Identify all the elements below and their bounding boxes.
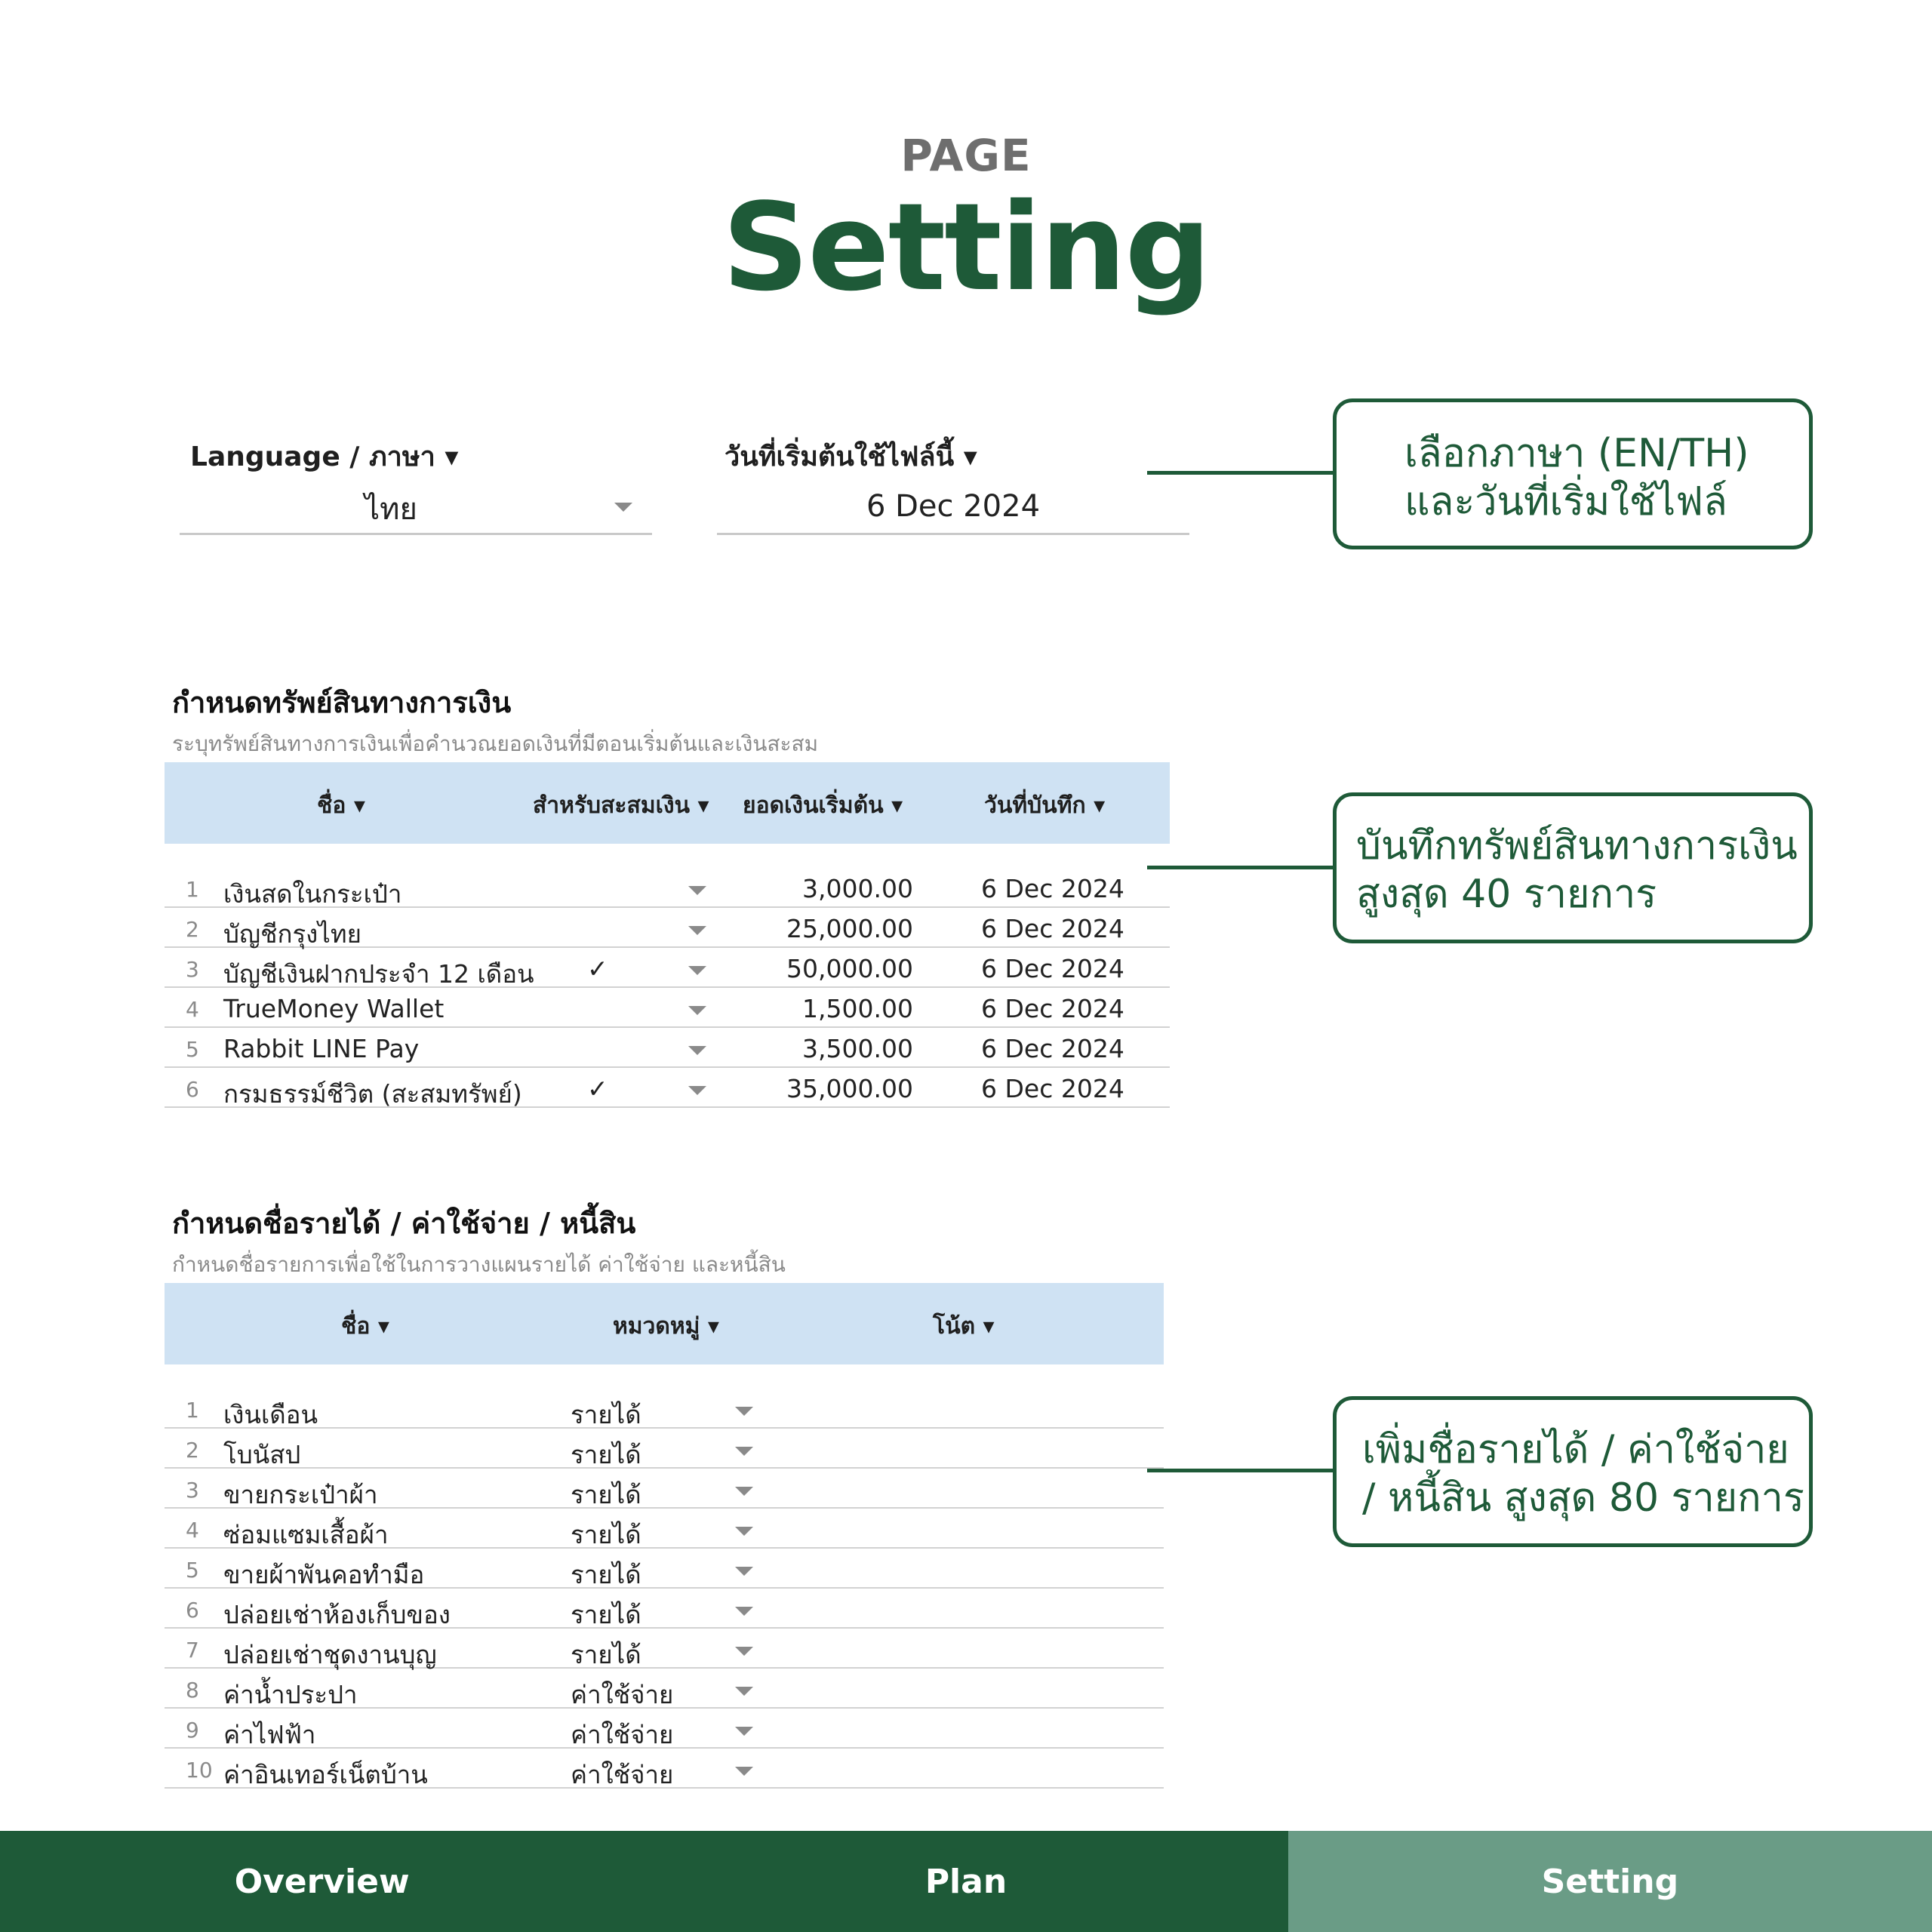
assets-col-amount[interactable]: ยอดเงินเริ่มต้น ▾ xyxy=(743,792,903,819)
asset-name[interactable]: Rabbit LINE Pay xyxy=(223,1034,420,1063)
item-category[interactable]: รายได้ xyxy=(571,1600,641,1629)
item-name[interactable]: เงินเดือน xyxy=(223,1400,318,1429)
row-number: 4 xyxy=(186,1518,199,1543)
table-row[interactable] xyxy=(165,1469,1164,1509)
table-row[interactable] xyxy=(165,1509,1164,1549)
asset-name[interactable]: เงินสดในกระเป๋า xyxy=(223,879,402,909)
callout-line: เพิ่มชื่อรายได้ / ค่าใช้จ่าย xyxy=(1362,1427,1789,1472)
table-row[interactable] xyxy=(165,1749,1164,1789)
language-value: ไทย xyxy=(365,492,417,527)
table-row[interactable] xyxy=(165,1589,1164,1629)
callout-line: บันทึกทรัพย์สินทางการเงิน xyxy=(1356,823,1798,869)
row-number: 4 xyxy=(186,997,199,1022)
saving-dropdown-icon[interactable] xyxy=(688,886,706,895)
asset-amount[interactable]: 25,000.00 xyxy=(786,914,913,943)
row-number: 5 xyxy=(186,1037,199,1062)
row-number: 1 xyxy=(186,1398,199,1423)
item-category[interactable]: รายได้ xyxy=(571,1440,641,1469)
nav-plan[interactable]: Plan xyxy=(644,1831,1287,1932)
asset-date[interactable]: 6 Dec 2024 xyxy=(981,1034,1124,1063)
category-dropdown-icon[interactable] xyxy=(735,1687,753,1696)
asset-name[interactable]: บัญชีกรุงไทย xyxy=(223,919,361,949)
row-number: 7 xyxy=(186,1638,199,1663)
saving-check[interactable]: ✓ xyxy=(587,1074,608,1103)
category-dropdown-icon[interactable] xyxy=(735,1567,753,1576)
asset-amount[interactable]: 50,000.00 xyxy=(786,954,913,983)
table-row[interactable] xyxy=(165,1549,1164,1589)
callout-language-date xyxy=(1333,398,1813,549)
asset-name[interactable]: บัญชีเงินฝากประจำ 12 เดือน xyxy=(223,959,534,989)
language-dropdown-icon[interactable] xyxy=(614,503,632,512)
callout-connector xyxy=(1147,471,1336,475)
saving-dropdown-icon[interactable] xyxy=(688,926,706,935)
assets-col-date[interactable]: วันที่บันทึก ▾ xyxy=(984,792,1106,819)
category-dropdown-icon[interactable] xyxy=(735,1647,753,1656)
asset-amount[interactable]: 3,000.00 xyxy=(802,874,913,903)
item-category[interactable]: ค่าใช้จ่าย xyxy=(571,1720,674,1749)
asset-name[interactable]: กรมธรรม์ชีวิต (สะสมทรัพย์) xyxy=(223,1079,522,1109)
nav-overview[interactable]: Overview xyxy=(0,1831,644,1932)
categories-table-header xyxy=(165,1283,1164,1364)
saving-dropdown-icon[interactable] xyxy=(688,1086,706,1095)
row-number: 2 xyxy=(186,917,199,942)
row-number: 8 xyxy=(186,1678,199,1703)
categories-col-note[interactable]: โน้ต ▾ xyxy=(933,1313,995,1340)
row-number: 9 xyxy=(186,1718,199,1743)
start-date-value: 6 Dec 2024 xyxy=(866,489,1041,524)
saving-dropdown-icon[interactable] xyxy=(688,1006,706,1015)
row-number: 5 xyxy=(186,1558,199,1583)
asset-name[interactable]: TrueMoney Wallet xyxy=(223,994,445,1023)
table-row[interactable] xyxy=(165,988,1170,1028)
table-row[interactable] xyxy=(165,1389,1164,1429)
table-row[interactable] xyxy=(165,948,1170,988)
item-name[interactable]: ค่าไฟฟ้า xyxy=(223,1720,316,1749)
start-date-underline xyxy=(717,533,1189,535)
assets-col-saving[interactable]: สำหรับสะสมเงิน ▾ xyxy=(533,792,709,819)
category-dropdown-icon[interactable] xyxy=(735,1727,753,1736)
category-dropdown-icon[interactable] xyxy=(735,1527,753,1536)
category-dropdown-icon[interactable] xyxy=(735,1607,753,1616)
category-dropdown-icon[interactable] xyxy=(735,1487,753,1496)
row-number: 3 xyxy=(186,957,199,982)
callout-line: / หนี้สิน สูงสุด 80 รายการ xyxy=(1362,1475,1804,1521)
assets-col-name[interactable]: ชื่อ ▾ xyxy=(317,792,365,819)
bottom-nav xyxy=(0,1831,1932,1932)
callout-connector xyxy=(1147,866,1336,869)
page-label: PAGE xyxy=(900,130,1032,181)
table-row[interactable] xyxy=(165,1709,1164,1749)
categories-section-title: กำหนดชื่อรายได้ / ค่าใช้จ่าย / หนี้สิน xyxy=(172,1207,636,1240)
language-label: Language / ภาษา ▾ xyxy=(190,441,459,472)
callout-line: สูงสุด 40 รายการ xyxy=(1356,872,1657,917)
row-number: 6 xyxy=(186,1077,199,1102)
categories-table-body xyxy=(165,1389,1164,1789)
row-number: 10 xyxy=(186,1758,213,1783)
asset-date[interactable]: 6 Dec 2024 xyxy=(981,914,1124,943)
saving-check[interactable]: ✓ xyxy=(587,954,608,983)
item-name[interactable]: ค่าอินเทอร์เน็ตบ้าน xyxy=(223,1760,428,1789)
item-category[interactable]: รายได้ xyxy=(571,1520,641,1549)
category-dropdown-icon[interactable] xyxy=(735,1447,753,1456)
assets-section-subtitle: ระบุทรัพย์สินทางการเงินเพื่อคำนวณยอดเงินที่มีตอนเริ่มต้นและเงินสะสม xyxy=(172,731,819,756)
row-number: 6 xyxy=(186,1598,199,1623)
item-category[interactable]: ค่าใช้จ่าย xyxy=(571,1680,674,1709)
start-date-label: วันที่เริ่มต้นใช้ไฟล์นี้ ▾ xyxy=(724,441,977,472)
saving-dropdown-icon[interactable] xyxy=(688,966,706,975)
asset-date[interactable]: 6 Dec 2024 xyxy=(981,994,1124,1023)
asset-date[interactable]: 6 Dec 2024 xyxy=(981,874,1124,903)
categories-col-name[interactable]: ชื่อ ▾ xyxy=(341,1313,389,1340)
category-dropdown-icon[interactable] xyxy=(735,1767,753,1776)
assets-table-body xyxy=(165,868,1170,1109)
language-underline xyxy=(180,533,652,535)
asset-amount[interactable]: 35,000.00 xyxy=(786,1074,913,1103)
asset-amount[interactable]: 3,500.00 xyxy=(802,1034,913,1063)
item-category[interactable]: รายได้ xyxy=(571,1640,641,1669)
assets-section-title: กำหนดทรัพย์สินทางการเงิน xyxy=(172,686,512,719)
asset-date[interactable]: 6 Dec 2024 xyxy=(981,1074,1124,1103)
row-number: 1 xyxy=(186,877,199,902)
table-row[interactable] xyxy=(165,1068,1170,1108)
row-number: 3 xyxy=(186,1478,199,1503)
item-name[interactable]: โบนัสป xyxy=(223,1440,301,1469)
categories-col-category[interactable]: หมวดหมู่ ▾ xyxy=(613,1313,719,1340)
categories-section-subtitle: กำหนดชื่อรายการเพื่อใช้ในการวางแผนรายได้ ค่าใช้จ่าย และหนี้สิน xyxy=(172,1252,786,1277)
category-dropdown-icon[interactable] xyxy=(735,1407,753,1416)
item-category[interactable]: รายได้ xyxy=(571,1400,641,1429)
table-row[interactable] xyxy=(165,868,1170,908)
table-row[interactable] xyxy=(165,1028,1170,1068)
item-name[interactable]: ขายผ้าพันคอทำมือ xyxy=(223,1560,425,1589)
item-name[interactable]: ซ่อมแซมเสื้อผ้า xyxy=(223,1520,389,1549)
row-number: 2 xyxy=(186,1438,199,1463)
callout-line: และวันที่เริ่มใช้ไฟล์ xyxy=(1404,479,1727,525)
callout-connector xyxy=(1147,1469,1336,1472)
table-row[interactable] xyxy=(165,1629,1164,1669)
item-category[interactable]: รายได้ xyxy=(571,1480,641,1509)
item-category[interactable]: รายได้ xyxy=(571,1560,641,1589)
saving-dropdown-icon[interactable] xyxy=(688,1046,706,1055)
assets-table-header xyxy=(165,762,1170,844)
table-row[interactable] xyxy=(165,1429,1164,1469)
item-name[interactable]: ปล่อยเช่าห้องเก็บของ xyxy=(223,1600,451,1629)
nav-setting[interactable]: Setting xyxy=(1288,1831,1932,1932)
table-row[interactable] xyxy=(165,1669,1164,1709)
item-name[interactable]: ค่าน้ำประปา xyxy=(223,1680,358,1709)
table-row[interactable] xyxy=(165,908,1170,948)
asset-amount[interactable]: 1,500.00 xyxy=(802,994,913,1023)
callout-categories xyxy=(1333,1396,1813,1547)
item-name[interactable]: ปล่อยเช่าชุดงานบุญ xyxy=(223,1640,437,1669)
item-category[interactable]: ค่าใช้จ่าย xyxy=(571,1760,674,1789)
callout-assets xyxy=(1333,792,1813,943)
item-name[interactable]: ขายกระเป๋าผ้า xyxy=(223,1480,378,1509)
asset-date[interactable]: 6 Dec 2024 xyxy=(981,954,1124,983)
callout-line: เลือกภาษา (EN/TH) xyxy=(1404,431,1749,476)
page-title: Setting xyxy=(722,177,1210,318)
